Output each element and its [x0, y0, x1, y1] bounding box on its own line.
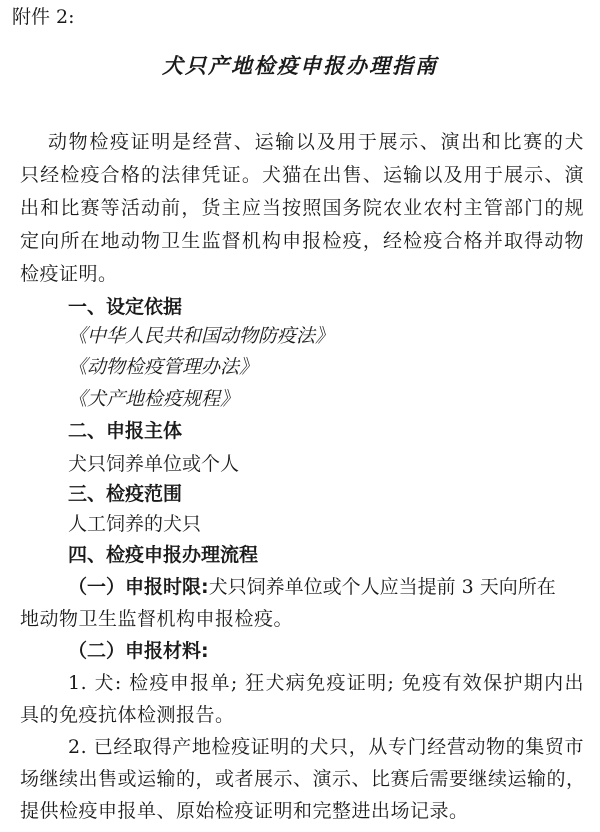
sub1-label: （一）申报时限:: [68, 576, 209, 598]
intro-line-3: 出和比赛等活动前，货主应当按照国务院农业农村主管部门的规: [20, 197, 584, 219]
intro-line-1: 动物检疫证明是经营、运输以及用于展示、演出和比赛的犬: [48, 131, 584, 153]
item2-line-2: 场继续出售或运输的，或者展示、演示、比赛后需要继续运输的，: [20, 768, 586, 790]
intro-line-4: 定向所在地动物卫生监督机构申报检疫，经检疫合格并取得动物: [20, 230, 584, 252]
item2-line-3: 提供检疫申报单、原始检疫证明和完整进出场记录。: [20, 800, 469, 822]
section-1-heading: 一、设定依据: [68, 296, 183, 318]
item1-line-2: 具的免疫抗体检测报告。: [20, 704, 235, 726]
attachment-label: 附件 2:: [12, 6, 75, 28]
section-3-text: 人工饲养的犬只: [68, 513, 202, 535]
sub1-text: 犬只饲养单位或个人应当提前 3 天向所在: [208, 576, 556, 598]
section-3-heading: 三、检疫范围: [68, 483, 183, 505]
intro-line-5: 检疫证明。: [20, 263, 118, 285]
section-2-text: 犬只饲养单位或个人: [68, 453, 240, 475]
sub1-line: [68, 578, 556, 597]
section-4-heading: 四、检疫申报办理流程: [68, 544, 259, 566]
law-item-2: 《动物检疫管理办法》: [68, 356, 259, 378]
law-item-3: 《犬产地检疫规程》: [68, 388, 240, 410]
item2-line-1: 2. 已经取得产地检疫证明的犬只，从专门经营动物的集贸市: [68, 736, 584, 758]
item1-line-1: 1. 犬: 检疫申报单; 狂犬病免疫证明; 免疫有效保护期内出: [68, 672, 584, 694]
section-2-heading: 二、申报主体: [68, 420, 183, 442]
law-item-1: 《中华人民共和国动物防疫法》: [68, 325, 335, 347]
sub1-cont: 地动物卫生监督机构申报检疫。: [20, 608, 294, 630]
page-title: 犬只产地检疫申报办理指南: [162, 53, 438, 78]
sub2-label: （二）申报材料:: [68, 640, 209, 662]
intro-line-2: 只经检疫合格的法律凭证。犬猫在出售、运输以及用于展示、演: [20, 164, 584, 186]
